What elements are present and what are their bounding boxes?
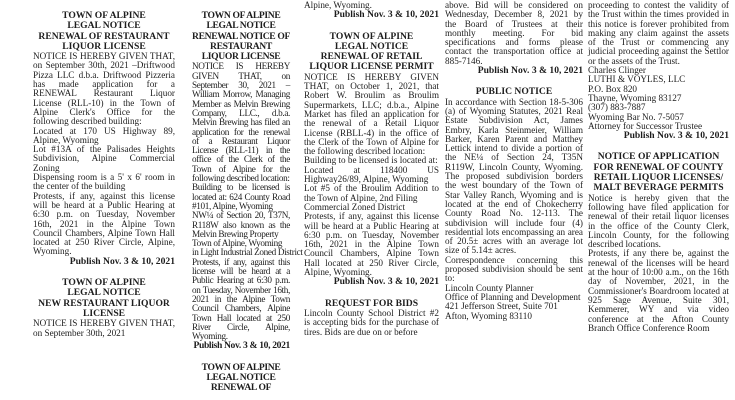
column-4 <box>444 0 588 400</box>
notice-line: Lincoln County Planner <box>445 282 534 293</box>
notice-paragraph: NOTICE IS HEREBY GIVEN THAT, on October 1, 2021, that Robert W. Broulim as Broulim Supermarkets, LLC; d.b.a., Alpine Market has filed an application for the renewal of a Retail Liquor License (RBLL-4) in the office of the Clerk of the Town of Alpine for the following described location: <box>304 71 439 157</box>
notice-paragraph: NOTICE IS HEREBY GIVEN THAT, on September 30, 2021 – William Morrow, Managing Member as Melvin Brewing Company, LLC., d.b.a. Melvin Brewing has filed an application for the renewal of a Restaurant Liquor License (RLL-11) in the office of the Clerk of the Town of Alpine for the following described location: <box>192 61 290 184</box>
notice-paragraph: Building to be licensed is located at: <box>304 155 438 166</box>
notice-paragraph: Building to be licensed is located at: 624 County Road #101, Alpine, Wyoming <box>192 182 290 211</box>
notice-line: Afton, Wyoming 83110 <box>445 310 532 321</box>
notice-heading: PUBLIC NOTICE <box>475 86 553 98</box>
notice-heading: LEGAL NOTICE <box>334 40 409 52</box>
notice-heading: TOWN OF ALPINE <box>62 10 146 21</box>
column-5 <box>588 0 735 400</box>
notice-paragraph: Protests, if any, against this license will be heard at a Public Hearing at 6:30 p.m. on Tuesday, November 16th, 2021 in the Alpine Town Council Chambers, Alpine Town Hall located at 250 River Circle, Alpine, Wyoming. <box>33 190 175 257</box>
publish-date: Publish Nov. 3 & 10, 2021 <box>333 9 439 21</box>
notice-paragraph: Office of Planning and Development <box>445 291 581 302</box>
notice-line: 421 Jefferson Street, Suite 701 <box>445 301 558 312</box>
column-content <box>445 1 583 321</box>
column-2 <box>148 0 303 400</box>
notice-heading: RENEWAL OF RETAIL LIQUOR LICENSE PERMIT <box>309 51 434 73</box>
notice-line: Town of Alpine, Wyoming <box>192 238 283 249</box>
notice-line: Wyoming Bar No. 7-5057 <box>588 111 684 122</box>
notice-heading: LEGAL NOTICE <box>206 371 276 383</box>
notice-paragraph: Notice is hereby given that the following have filed application for renewal of their retail liquor licenses in the office of the County Clerk, Lincoln County, for the following described locations. <box>588 192 729 250</box>
notice-heading: TOWN OF ALPINE <box>62 277 146 289</box>
column-content <box>588 1 729 333</box>
publish-date: Publish Nov. 3 & 10, 2021 <box>69 255 175 267</box>
notice-heading: RENEWAL NOTICE OF RESTAURANT LIQUOR LICENSE <box>192 30 291 63</box>
notice-spacer <box>304 21 439 32</box>
notice-line: P.O. Box 820 <box>588 83 638 94</box>
notice-heading: NEW RESTAURANT LIQUOR LICENSE <box>38 297 170 319</box>
notice-paragraph: Lincoln County School District #2 is accepting bids for the purchase of tires. Bids are due on or before <box>304 307 439 337</box>
notice-line: Alpine, Wyoming. <box>304 0 372 10</box>
notice-heading: LEGAL NOTICE <box>67 20 141 32</box>
notice-heading: RENEWAL OF RESTAURANT LIQUOR LICENSE <box>38 30 170 52</box>
notice-heading: RENEWAL OF <box>210 382 272 394</box>
notice-line: LUTHI & VOYLES, LLC <box>588 74 686 85</box>
notice-paragraph: NOTICE IS HEREBY GIVEN THAT, on September 30th, 2021 <box>33 318 175 338</box>
notice-paragraph: Lot #13A of the Palisades Heights Subdivision, Alpine Commercial Zoning <box>33 144 175 173</box>
notice-paragraph: NW¼ of Section 20, T37N, R118W also known as the Melvin Brewing Property <box>192 210 290 239</box>
notice-paragraph: Located at 170 US Highway 89, Alpine, Wyoming <box>33 125 175 145</box>
notice-paragraph: above. Bid will be considered on Wednesday, December 8, 2021 by the Board of Trustees at their monthly meeting. For bid specifications and forms please contact the transportation office at 885-7146. <box>445 0 583 66</box>
column-content <box>304 1 439 337</box>
notice-paragraph: Lot #5 of the Broulim Addition to the Town of Alpine, 2nd Filing <box>304 183 439 203</box>
notice-paragraph: In accordance with Section 18-5-306 (a) of Wyoming Statutes, 2021 Real Estate Subdivision Act, James Embry, Karla Steinmeier, William Barker, Karen Parent and Matthey Lettick intend to divide a portion of the NE¼ of Section 24, T35N R119W, Lincoln County, Wyoming. The proposed subdivision borders the west boundary of the Town of Star Valley Ranch, Wyoming and is located at the end of Chokecherry County Road No. 12-113. The subdivision will include four (4) residential lots encompassing an area of 20.5± acres with an average lot size of 5.14± acres. <box>445 96 583 256</box>
column-content <box>192 10 303 394</box>
notice-paragraph: proceeding to contest the validity of the Trust within the times provided in this notice is forever prohibited from making any claim against the assets of the Trust or commencing any judicial proceeding against the Settlor or the assets of the Trust. <box>588 0 729 66</box>
notice-paragraph: Protests, if any, against this license will be heard at a Public Hearing at 6:30 p.m. on Tuesday, November 16th, 2021 in the Alpine Town Council Chambers, Alpine Town Hall located at 250 River Circle, Alpine, Wyoming. <box>192 256 290 342</box>
notice-paragraph: Dispensing room is a 5' x 6' room in the center of the building <box>33 172 175 192</box>
publish-date: Publish Nov. 3 & 10, 2021 <box>193 340 290 352</box>
publish-date: Publish Nov. 3 & 10, 2021 <box>333 276 439 288</box>
notice-line: in Light Industrial Zoned District <box>192 247 303 258</box>
notice-line: Attorney for Successor Trustee <box>588 120 703 131</box>
notice-line: Charles Clinger <box>588 65 646 76</box>
publish-date: Publish Nov. 3 & 10, 2021 <box>623 130 729 142</box>
column-1 <box>0 0 175 400</box>
notice-line: Commercial Zoned District <box>304 201 406 212</box>
notice-paragraph: Correspondence concerning this proposed subdivision should be sent to: <box>445 254 583 284</box>
notice-heading: LEGAL NOTICE <box>67 287 141 299</box>
notice-paragraph: Protests, if any there be, against the renewal of the licenses will be heard at the hour of 10:00 a.m., on the 16th day of November, 2021, in the Commissioner's Boardroom located at 925 Sage Avenue, Suite 301, Kemmerer, WY and via video conference at the Afton County Branch Office Conference Room <box>588 248 729 333</box>
notice-spacer <box>304 288 439 299</box>
notice-line: Thayne, Wyoming 83127 <box>588 92 682 103</box>
notice-heading: LEGAL NOTICE <box>206 20 276 32</box>
notice-line: (307) 883-7887 <box>588 102 646 113</box>
notice-paragraph: NOTICE IS HEREBY GIVEN THAT, on September 30th, 2021 –Driftwood Pizza LLC d.b.a. Driftwood Pizzeria has made application for a RENEWAL Restaurant Liquor License (RLL-10) in the Town of Alpine Clerk's Office for the following described building: <box>33 51 175 127</box>
notice-heading: NOTICE OF APPLICATION FOR RENEWAL OF COUNTY RETAIL LIQUOR LICENSES/ MALT BEVERAGE PERMITS <box>593 151 724 194</box>
publish-date: Publish Nov. 3 & 10, 2021 <box>477 65 583 77</box>
notice-heading: TOWN OF ALPINE <box>329 30 414 42</box>
column-3 <box>296 0 444 400</box>
notice-heading: REQUEST FOR BIDS <box>324 297 419 309</box>
notice-heading: TOWN OF ALPINE <box>201 361 281 373</box>
notice-heading: TOWN OF ALPINE <box>201 10 281 21</box>
notice-paragraph: Protests, if any, against this license will be heard at a Public Hearing at 6:30 p.m. on Tuesday, November 16th, 2021 in the Alpine Town Council Chambers, Alpine Town Hall located at 250 River Circle, Alpine, Wyoming. <box>304 211 439 278</box>
notice-paragraph: Located at 118400 US Highway26/89, Alpine, Wyoming <box>304 164 439 185</box>
